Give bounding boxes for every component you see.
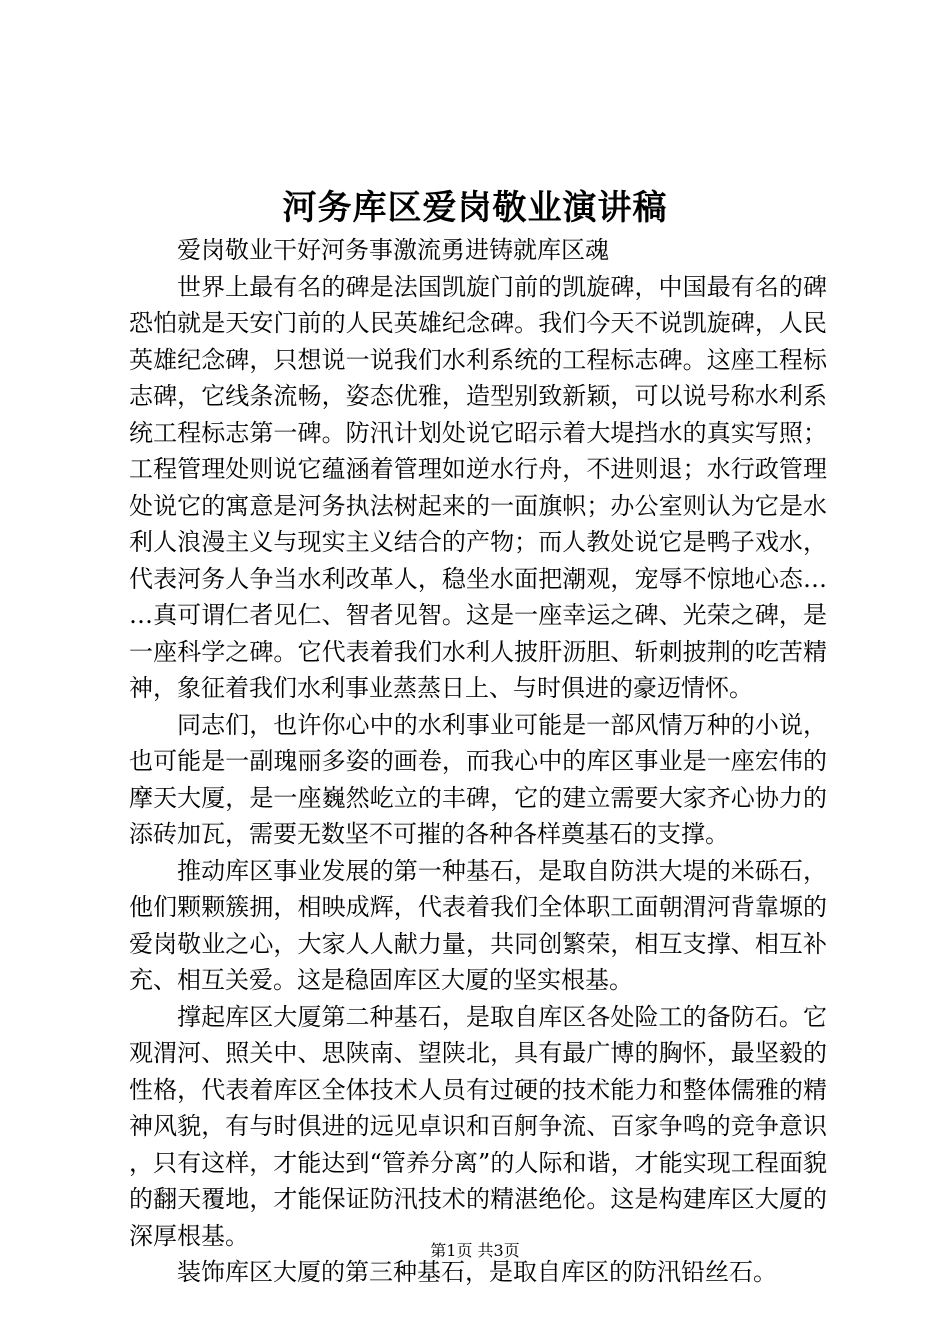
subtitle-paragraph: 爱岗敬业干好河务事激流勇进铸就库区魂 [177, 236, 609, 264]
page-number-footer: 第1页 共3页 [430, 1241, 520, 1260]
document-title: 河务库区爱岗敬业演讲稿 [282, 188, 668, 228]
paragraph-second-stone: 撑起库区大厦第二种基石，是取自库区各处险工的备防石。它观渭河、照关中、思陕南、望陕北，具有最广博的胸怀，最坚毅的性格，代表着库区全体技术人员有过硬的技术能力和整体儒雅的精神风貌，有与时俱进的远见卓识和百舸争流、百家争鸣的竞争意识，只有这样，才能达到“管养分离”的人际和谐，才能实现工程面貌的翻天覆地，才能保证防汛技术的精湛绝伦。这是构建库区大厦的深厚根基。 [129, 1002, 827, 1250]
paragraph-monument: 世界上最有名的碑是法国凯旋门前的凯旋碑，中国最有名的碑恐怕就是天安门前的人民英雄纪念碑。我们今天不说凯旋碑，人民英雄纪念碑，只想说一说我们水利系统的工程标志碑。这座工程标志碑，它线条流畅，姿态优雅，造型别致新颖，可以说号称水利系统工程标志第一碑。防汛计划处说它昭示着大堤挡水的真实写照；工程管理处则说它蕴涵着管理如逆水行舟，不进则退；水行政管理处说它的寓意是河务执法树起来的一面旗帜；办公室则认为它是水利人浪漫主义与现实主义结合的产物；而人教处说它是鸭子戏水，代表河务人争当水利改革人，稳坐水面把潮观，宠辱不惊地心态……真可谓仁者见仁、智者见智。这是一座幸运之碑、光荣之碑，是一座科学之碑。它代表着我们水利人披肝沥胆、斩刺披荆的吃苦精神，象征着我们水利事业蒸蒸日上、与时俱进的豪迈情怀。 [129, 272, 827, 702]
document-body [129, 232, 827, 1291]
paragraph-comrades: 同志们，也许你心中的水利事业可能是一部风情万种的小说，也可能是一副瑰丽多姿的画卷，而我心中的库区事业是一座宏伟的摩天大厦，是一座巍然屹立的丰碑，它的建立需要大家齐心协力的添砖加瓦，需要无数坚不可摧的各种各样奠基石的支撑。 [129, 710, 827, 848]
paragraph-first-stone: 推动库区事业发展的第一种基石，是取自防洪大堤的米砾石，他们颗颗簇拥，相映成辉，代表着我们全体职工面朝渭河背靠塬的爱岗敬业之心，大家人人献力量，共同创繁荣，相互支撑、相互补充、相互关爱。这是稳固库区大厦的坚实根基。 [129, 856, 827, 994]
paragraph-third-stone: 装饰库区大厦的第三种基石，是取自库区的防汛铅丝石。 [177, 1258, 777, 1286]
